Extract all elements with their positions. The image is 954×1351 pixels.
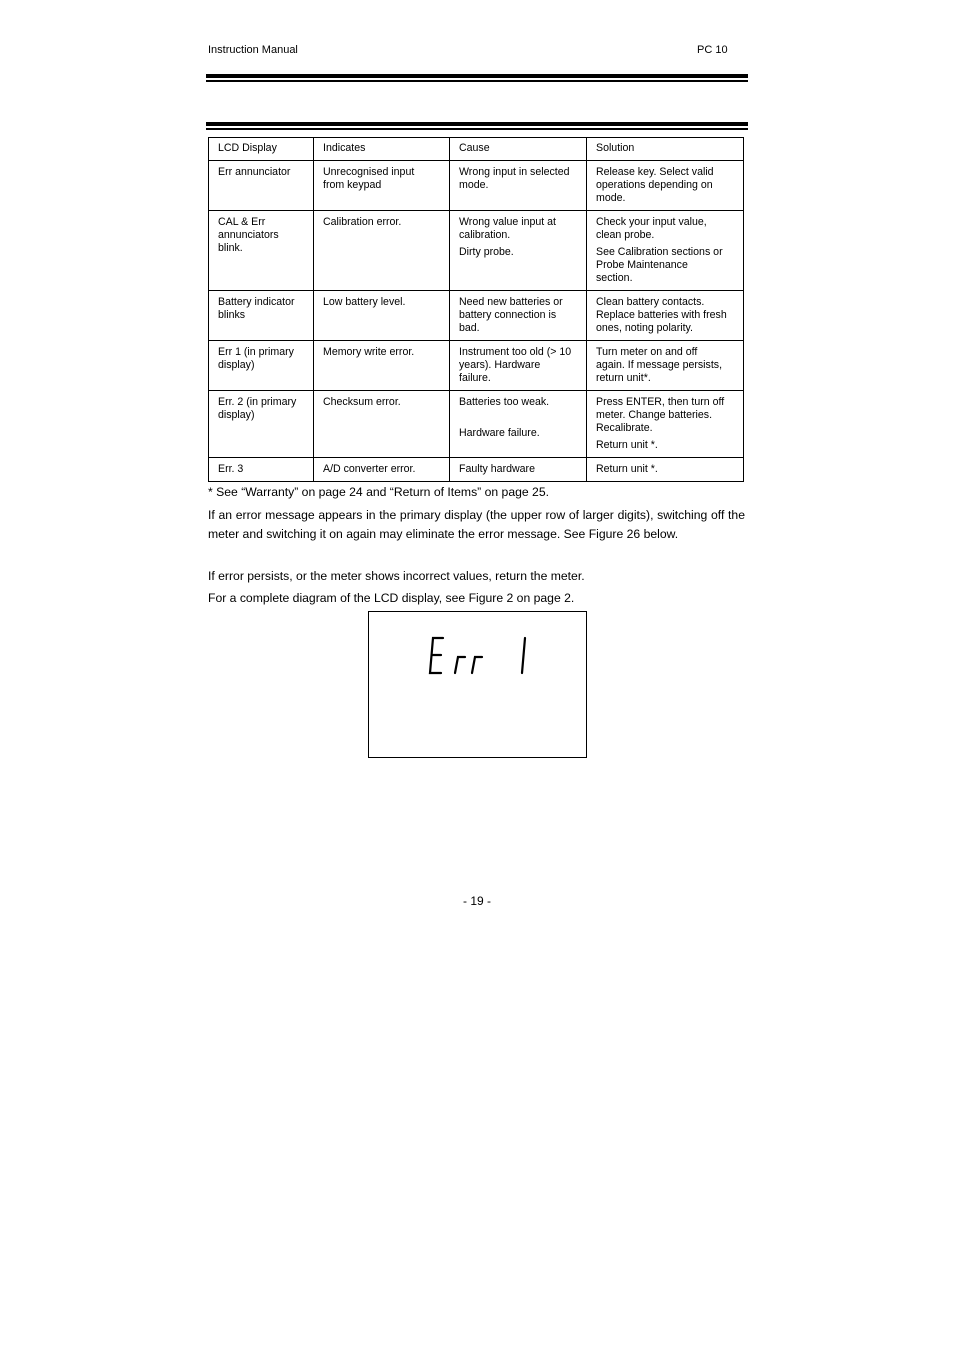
cause-cell: Wrong value input at calibration.: [459, 216, 556, 241]
lcd-display-cell: Err annunciator: [218, 166, 291, 178]
paragraph: If error persists, or the meter shows incorrect values, return the meter.: [208, 569, 585, 583]
cause-cell-extra: Hardware failure.: [459, 427, 540, 439]
table-row: [209, 211, 744, 291]
column-header: Indicates: [314, 138, 450, 161]
paragraph: If an error message appears in the primary display (the upper row of larger digits), switching off the meter and switching it on again may eliminate the error message. See Figure 26 below.: [208, 508, 745, 541]
section-rule: [206, 122, 748, 126]
lcd-display-cell: Battery indicator blinks: [218, 296, 295, 321]
lcd-display-cell: Err. 2 (in primary display): [218, 396, 297, 421]
table-header-row: [209, 138, 744, 161]
solution-cell: Clean battery contacts. Replace batteries with fresh ones, noting polarity.: [596, 296, 727, 334]
page-number: - 19 -: [462, 894, 491, 908]
table-row: [209, 458, 744, 482]
solution-cell: Return unit *.: [596, 463, 658, 475]
column-header: LCD Display: [209, 138, 314, 161]
lcd-display-cell: CAL & Err annunciators blink.: [218, 216, 279, 254]
solution-cell-extra: See Calibration sections or Probe Maintenance section.: [596, 246, 723, 284]
indicates-cell: Calibration error.: [323, 216, 402, 228]
column-header: Cause: [450, 138, 587, 161]
cause-cell: Faulty hardware: [459, 463, 535, 475]
cause-cell: Batteries too weak.: [459, 396, 550, 408]
solution-cell: Press ENTER, then turn off meter. Change batteries. Recalibrate.: [596, 396, 725, 434]
lcd-display-cell: Err. 3: [218, 463, 244, 475]
header-title: Instruction Manual: [208, 44, 298, 56]
indicates-cell: A/D converter error.: [323, 463, 416, 475]
table-row: [209, 391, 744, 458]
table-row: [209, 291, 744, 341]
indicates-cell: Low battery level.: [323, 296, 406, 308]
solution-cell: Release key. Select valid operations depending on mode.: [596, 166, 714, 204]
cause-cell: Instrument too old (> 10 years). Hardware failure.: [459, 346, 572, 384]
lcd-segment-display: [369, 612, 586, 757]
cause-cell-extra: Dirty probe.: [459, 246, 514, 258]
table-row: [209, 161, 744, 211]
solution-cell: Turn meter on and off again. If message persists, return unit*.: [596, 346, 723, 384]
header-rule: [206, 74, 748, 78]
footnote: * See “Warranty” on page 24 and “Return of Items” on page 25.: [208, 485, 549, 499]
solution-cell-extra: Return unit *.: [596, 439, 658, 451]
indicates-cell: Memory write error.: [323, 346, 415, 358]
header-rule-thin: [206, 80, 748, 82]
cause-cell: Wrong input in selected mode.: [459, 166, 570, 191]
error-table: [208, 137, 744, 482]
table-row: [209, 341, 744, 391]
indicates-cell: Checksum error.: [323, 396, 401, 408]
lcd-figure: [368, 611, 587, 758]
lcd-display-cell: Err 1 (in primary display): [218, 346, 294, 371]
paragraph: For a complete diagram of the LCD display, see Figure 2 on page 2.: [208, 591, 575, 605]
cause-cell: Need new batteries or battery connection is bad.: [459, 296, 563, 334]
section-rule-thin: [206, 128, 748, 130]
indicates-cell: Unrecognised input from keypad: [323, 166, 415, 191]
column-header: Solution: [587, 138, 744, 161]
header-model: PC 10: [697, 44, 728, 56]
solution-cell: Check your input value, clean probe.: [596, 216, 707, 241]
